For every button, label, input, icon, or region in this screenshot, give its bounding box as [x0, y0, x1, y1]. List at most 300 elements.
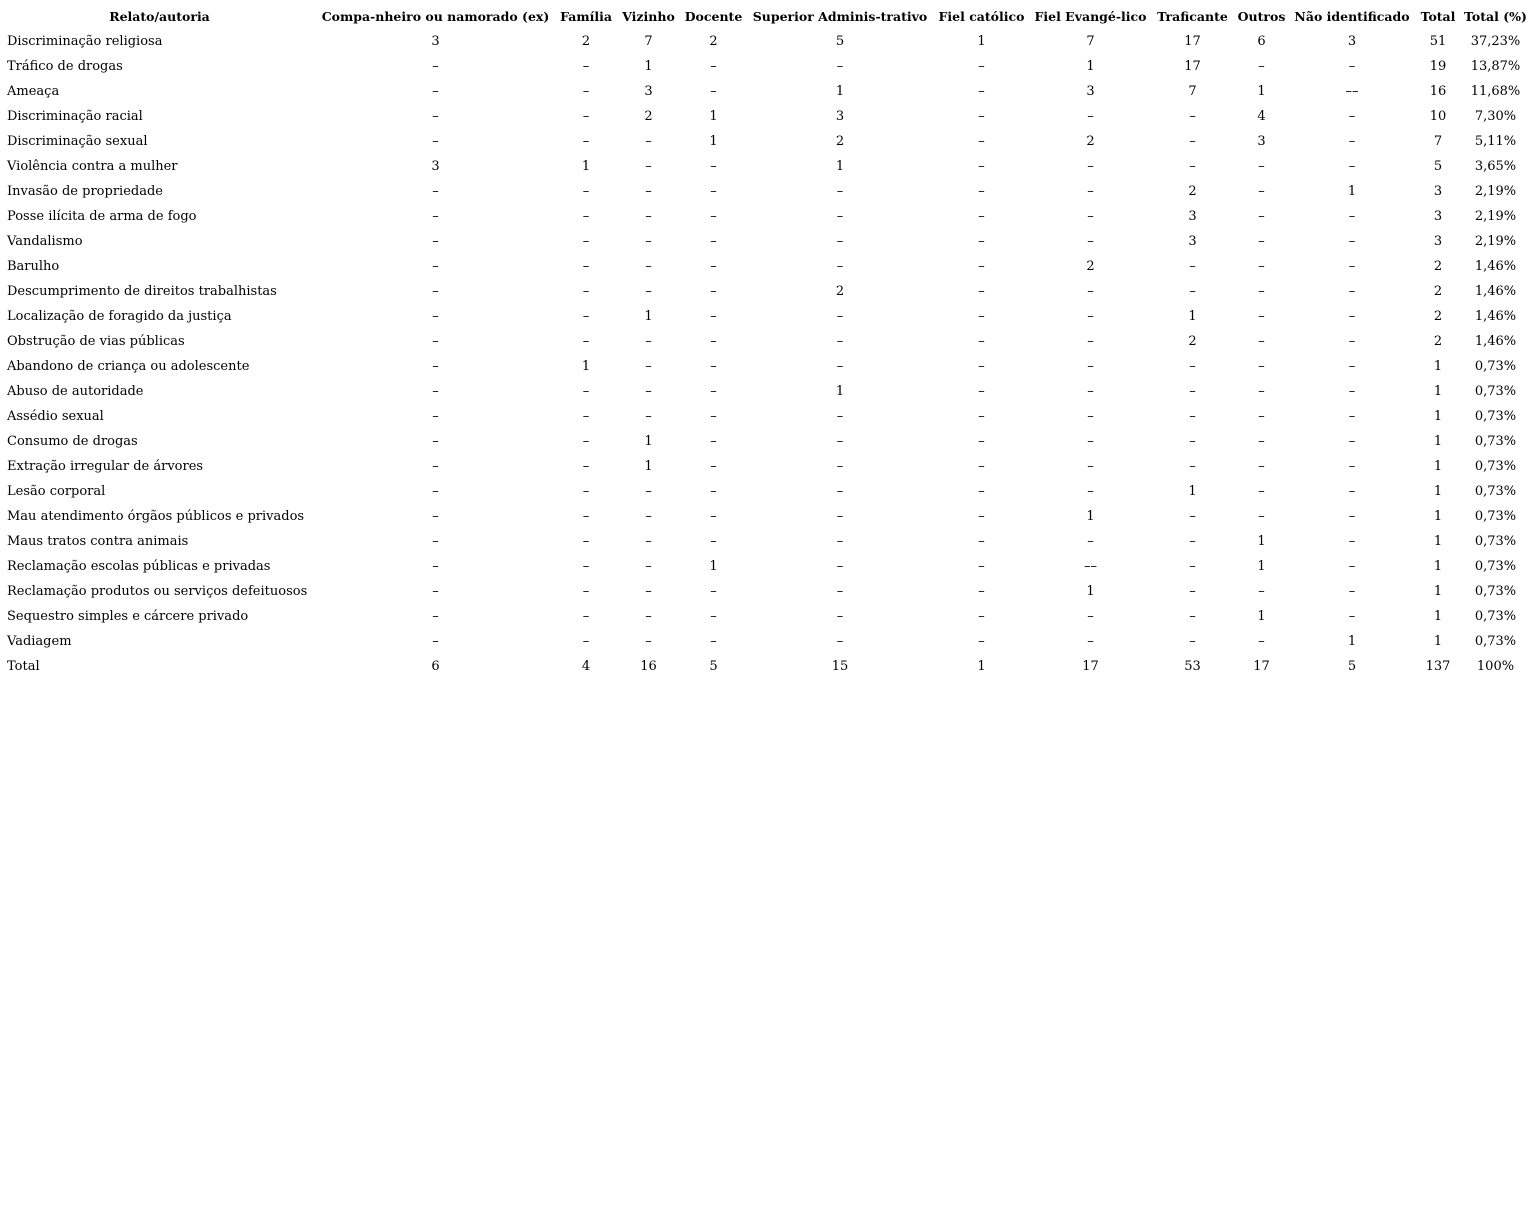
- table-cell: –: [1348, 434, 1356, 449]
- table-cell: 2,19%: [1474, 184, 1517, 199]
- table-row: [4, 254, 1529, 279]
- table-cell: –: [645, 209, 652, 224]
- table-cell: –: [1348, 409, 1356, 424]
- table-cell: 5,11%: [1474, 134, 1517, 149]
- table-cell: 0,73%: [1474, 459, 1517, 474]
- row-label: Abuso de autoridade: [7, 384, 144, 399]
- column-header: Total (%): [1464, 9, 1527, 24]
- row-label: Extração irregular de árvores: [7, 459, 204, 474]
- table-cell: –: [836, 359, 844, 374]
- table-cell: 4: [1257, 109, 1266, 124]
- table-cell: –: [1348, 534, 1356, 549]
- table-cell: –: [836, 534, 844, 549]
- table-cell: 53: [1184, 659, 1201, 674]
- row-label: Descumprimento de direitos trabalhistas: [7, 284, 277, 299]
- table-cell: –: [836, 609, 844, 624]
- table-cell: –: [645, 509, 652, 524]
- table-cell: –: [432, 459, 439, 474]
- table-cell: 1: [835, 384, 845, 399]
- table-cell: –: [978, 59, 985, 74]
- table-cell: –: [645, 609, 652, 624]
- table-cell: –: [645, 134, 652, 149]
- table-cell: 2: [1086, 259, 1095, 274]
- table-cell: –: [978, 484, 985, 499]
- row-label: Invasão de propriedade: [7, 184, 163, 199]
- table-row: [4, 104, 1529, 129]
- table-cell: –: [432, 309, 439, 324]
- table-cell: –: [1348, 159, 1356, 174]
- table-cell: 1: [1188, 309, 1197, 324]
- table-cell: –: [1189, 109, 1196, 124]
- table-cell: –: [1087, 159, 1094, 174]
- table-cell: –: [1348, 109, 1356, 124]
- table-cell: –: [710, 434, 717, 449]
- table-cell: –: [1189, 409, 1196, 424]
- row-label: Discriminação racial: [7, 109, 143, 124]
- table-row: [4, 329, 1529, 354]
- table-cell: 0,73%: [1474, 509, 1517, 524]
- table-cell: –: [1348, 484, 1356, 499]
- table-cell: –: [582, 259, 590, 274]
- table-cell: 1: [835, 159, 845, 174]
- table-body: [4, 29, 1529, 679]
- table-cell: –: [1348, 59, 1356, 74]
- table-cell: –: [1258, 384, 1265, 399]
- table-cell: –: [1189, 284, 1196, 299]
- table-cell: 3: [1188, 209, 1197, 224]
- table-cell: –: [1087, 609, 1094, 624]
- table-row: [4, 279, 1529, 304]
- table-cell: –: [836, 434, 844, 449]
- table-cell: –: [978, 459, 985, 474]
- table-cell: –: [1189, 134, 1196, 149]
- table-cell: 1: [644, 434, 653, 449]
- table-cell: –: [582, 484, 590, 499]
- table-cell: –: [432, 134, 439, 149]
- row-label: Violência contra a mulher: [7, 159, 178, 174]
- table-cell: 1: [1086, 59, 1095, 74]
- table-cell: –: [1348, 259, 1356, 274]
- table-cell: 1: [709, 559, 718, 574]
- table-cell: 1: [709, 134, 718, 149]
- table-row: [4, 54, 1529, 79]
- table-cell: –: [978, 334, 985, 349]
- table-cell: 5: [709, 659, 718, 674]
- table-cell: –: [645, 534, 652, 549]
- table-cell: 37,23%: [1470, 34, 1521, 49]
- table-cell: 17: [1082, 659, 1099, 674]
- table-cell: 1: [644, 459, 653, 474]
- table-cell: –: [1258, 509, 1265, 524]
- table-cell: –: [978, 309, 985, 324]
- table-cell: 11,68%: [1470, 84, 1521, 99]
- table-cell: –: [836, 509, 844, 524]
- table-cell: –: [645, 484, 652, 499]
- table-cell: 2: [1433, 259, 1443, 274]
- table-row: [4, 504, 1529, 529]
- table-cell: –: [710, 459, 717, 474]
- table-cell: 1: [1433, 634, 1443, 649]
- table-cell: –: [1348, 459, 1356, 474]
- table-row: [4, 529, 1529, 554]
- table-cell: –: [645, 284, 652, 299]
- table-cell: 2: [835, 134, 845, 149]
- table-cell: 1: [1188, 484, 1197, 499]
- table-cell: –: [978, 84, 985, 99]
- table-cell: 3: [1433, 234, 1443, 249]
- table-cell: ––: [1345, 84, 1359, 99]
- table-cell: 1: [835, 84, 845, 99]
- table-cell: –: [978, 534, 985, 549]
- table-cell: 0,73%: [1474, 534, 1517, 549]
- table-cell: –: [1087, 484, 1094, 499]
- table-cell: –: [432, 409, 439, 424]
- table-cell: –: [432, 434, 439, 449]
- table-cell: –: [836, 584, 844, 599]
- table-cell: 2: [709, 34, 718, 49]
- table-cell: –: [1348, 334, 1356, 349]
- table-cell: –: [978, 284, 985, 299]
- table-cell: –: [582, 134, 590, 149]
- table-cell: –: [710, 259, 717, 274]
- table-cell: 1: [644, 59, 653, 74]
- table-cell: –: [1189, 559, 1196, 574]
- row-label: Ameaça: [7, 84, 60, 99]
- table-cell: 7: [644, 34, 653, 49]
- table-cell: 2,19%: [1474, 209, 1517, 224]
- table-cell: 1: [1433, 559, 1443, 574]
- table-cell: –: [1087, 534, 1094, 549]
- table-cell: –: [1258, 184, 1265, 199]
- column-header: Vizinho: [622, 9, 675, 24]
- table-cell: –: [582, 534, 590, 549]
- table-cell: –: [1258, 584, 1265, 599]
- table-cell: –: [1348, 134, 1356, 149]
- table-cell: –: [582, 559, 590, 574]
- table-cell: –: [836, 484, 844, 499]
- row-label: Reclamação produtos ou serviços defeituosos: [7, 584, 308, 599]
- table-cell: –: [710, 209, 717, 224]
- table-cell: 2: [1188, 184, 1197, 199]
- table-cell: 1,46%: [1474, 309, 1517, 324]
- table-cell: 1: [1257, 559, 1266, 574]
- table-cell: –: [710, 584, 717, 599]
- table-row: [4, 204, 1529, 229]
- table-cell: 6: [431, 659, 440, 674]
- total-row: [4, 654, 1529, 679]
- table-cell: –: [432, 559, 439, 574]
- table-cell: 1: [1433, 534, 1443, 549]
- table-cell: 7: [1086, 34, 1095, 49]
- table-cell: –: [710, 84, 717, 99]
- table-row: [4, 379, 1529, 404]
- table-cell: –: [582, 459, 590, 474]
- table-cell: –: [836, 459, 844, 474]
- table-row: [4, 429, 1529, 454]
- table-cell: 1: [1433, 409, 1443, 424]
- table-cell: –: [710, 309, 717, 324]
- table-cell: 0,73%: [1474, 634, 1517, 649]
- table-cell: 1: [1433, 484, 1443, 499]
- table-cell: 0,73%: [1474, 484, 1517, 499]
- table-cell: 0,73%: [1474, 359, 1517, 374]
- row-label: Reclamação escolas públicas e privadas: [7, 559, 271, 574]
- table-cell: –: [1189, 609, 1196, 624]
- table-cell: –: [1087, 359, 1094, 374]
- table-cell: 7,30%: [1474, 109, 1517, 124]
- table-cell: –: [1258, 159, 1265, 174]
- table-cell: –: [1348, 509, 1356, 524]
- table-row: [4, 354, 1529, 379]
- table-cell: 1: [1347, 634, 1357, 649]
- table-cell: –: [1258, 259, 1265, 274]
- table-cell: 0,73%: [1474, 559, 1517, 574]
- table-cell: –: [432, 284, 439, 299]
- table-cell: –: [710, 334, 717, 349]
- table-cell: –: [432, 384, 439, 399]
- table-row: [4, 179, 1529, 204]
- row-label: Sequestro simples e cárcere privado: [7, 609, 249, 624]
- table-cell: –: [1087, 184, 1094, 199]
- table-cell: 51: [1429, 34, 1447, 49]
- table-cell: –: [432, 334, 439, 349]
- table-cell: 4: [581, 659, 591, 674]
- table-cell: 1: [1433, 459, 1443, 474]
- table-cell: 2: [581, 34, 591, 49]
- table-cell: –: [432, 584, 439, 599]
- table-row: [4, 454, 1529, 479]
- table-cell: –: [645, 334, 652, 349]
- row-label: Consumo de drogas: [7, 434, 138, 449]
- table-cell: –: [1258, 359, 1265, 374]
- header-row: [4, 4, 1529, 29]
- table-cell: –: [432, 234, 439, 249]
- table-cell: 1,46%: [1474, 284, 1517, 299]
- table-cell: –: [1258, 284, 1265, 299]
- table-cell: –: [1087, 234, 1094, 249]
- row-label: Barulho: [7, 259, 60, 274]
- table-cell: –: [432, 209, 439, 224]
- table-cell: –: [645, 359, 652, 374]
- table-cell: 2: [1433, 334, 1443, 349]
- table-cell: 15: [831, 659, 849, 674]
- table-cell: –: [836, 234, 844, 249]
- table-cell: –: [1189, 259, 1196, 274]
- table-cell: 17: [1184, 59, 1201, 74]
- table-cell: 16: [1429, 84, 1447, 99]
- table-cell: –: [836, 309, 844, 324]
- table-cell: –: [710, 59, 717, 74]
- column-header: Traficante: [1157, 9, 1228, 24]
- table-row: [4, 404, 1529, 429]
- table-cell: –: [582, 634, 590, 649]
- table-cell: 16: [640, 659, 657, 674]
- table-cell: –: [1087, 309, 1094, 324]
- table-cell: –: [1189, 434, 1196, 449]
- table-cell: –: [1348, 234, 1356, 249]
- table-cell: –: [1087, 209, 1094, 224]
- table-cell: –: [1087, 409, 1094, 424]
- table-cell: –: [1189, 509, 1196, 524]
- table-cell: –: [1258, 309, 1265, 324]
- table-cell: –: [432, 184, 439, 199]
- table-cell: –: [1258, 209, 1265, 224]
- table-cell: 17: [1184, 34, 1201, 49]
- column-header: Fiel católico: [938, 9, 1025, 24]
- table-cell: –: [432, 609, 439, 624]
- table-cell: –: [432, 359, 439, 374]
- table-cell: 137: [1425, 659, 1451, 674]
- table-cell: 2: [1433, 309, 1443, 324]
- table-cell: –: [978, 134, 985, 149]
- table-cell: –: [432, 509, 439, 524]
- table-cell: –: [1258, 234, 1265, 249]
- table-cell: –: [582, 184, 590, 199]
- table-cell: –: [1189, 359, 1196, 374]
- table-cell: 1: [1257, 609, 1266, 624]
- table-cell: –: [978, 159, 985, 174]
- table-cell: –: [1087, 284, 1094, 299]
- table-cell: –: [645, 384, 652, 399]
- table-cell: –: [1087, 634, 1094, 649]
- column-header: Total: [1420, 9, 1456, 24]
- row-label: Discriminação religiosa: [7, 34, 163, 49]
- table-cell: –: [582, 84, 590, 99]
- table-cell: 1,46%: [1474, 334, 1517, 349]
- table-cell: –: [645, 159, 652, 174]
- table-cell: –: [432, 259, 439, 274]
- table-cell: –: [432, 84, 439, 99]
- table-cell: 1: [709, 109, 718, 124]
- table-cell: –: [1258, 434, 1265, 449]
- table-cell: 2: [644, 109, 653, 124]
- table-cell: –: [1258, 59, 1265, 74]
- table-cell: 19: [1429, 59, 1447, 74]
- table-cell: –: [1348, 309, 1356, 324]
- table-cell: –: [432, 534, 439, 549]
- table-cell: 2: [1188, 334, 1197, 349]
- table-cell: –: [1189, 159, 1196, 174]
- table-cell: 0,73%: [1474, 384, 1517, 399]
- table-cell: –: [836, 259, 844, 274]
- table-cell: 1: [581, 359, 591, 374]
- table-cell: –: [978, 559, 985, 574]
- table-cell: 3: [1433, 209, 1443, 224]
- table-cell: 3: [1086, 84, 1095, 99]
- table-cell: –: [1348, 609, 1356, 624]
- table-cell: 1: [1347, 184, 1357, 199]
- table-cell: 3: [1433, 184, 1443, 199]
- table-cell: 1: [1257, 84, 1266, 99]
- table-cell: –: [645, 234, 652, 249]
- table-cell: –: [1258, 634, 1265, 649]
- table-cell: –: [710, 159, 717, 174]
- column-header: Compa-nheiro ou namorado (ex): [321, 9, 550, 24]
- table-cell: –: [710, 184, 717, 199]
- table-cell: –: [836, 559, 844, 574]
- table-cell: 3: [1188, 234, 1197, 249]
- table-cell: –: [978, 259, 985, 274]
- table-cell: –: [978, 109, 985, 124]
- row-label: Abandono de criança ou adolescente: [7, 359, 250, 374]
- table-row: [4, 29, 1529, 54]
- row-label: Posse ilícita de arma de fogo: [7, 209, 197, 224]
- table-cell: 3: [644, 84, 653, 99]
- table-cell: 1: [1433, 509, 1443, 524]
- table-cell: 7: [1188, 84, 1197, 99]
- table-cell: 1: [1433, 434, 1443, 449]
- row-label: Localização de foragido da justiça: [7, 309, 232, 324]
- column-header: Não identificado: [1294, 9, 1410, 24]
- table-row: [4, 79, 1529, 104]
- table-cell: –: [1189, 534, 1196, 549]
- table-cell: –: [710, 384, 717, 399]
- table-row: [4, 554, 1529, 579]
- table-cell: 7: [1433, 134, 1443, 149]
- table-cell: –: [710, 484, 717, 499]
- table-cell: –: [836, 59, 844, 74]
- table-cell: 2: [1433, 284, 1443, 299]
- table-cell: –: [1189, 384, 1196, 399]
- table-cell: –: [836, 184, 844, 199]
- table-cell: –: [978, 634, 985, 649]
- table-cell: –: [582, 209, 590, 224]
- table-cell: –: [582, 609, 590, 624]
- row-label: Tráfico de drogas: [7, 59, 123, 74]
- table-row: [4, 604, 1529, 629]
- table-cell: 3: [835, 109, 845, 124]
- table-cell: –: [978, 384, 985, 399]
- table-cell: –: [432, 109, 439, 124]
- table-cell: 3: [431, 34, 440, 49]
- table-cell: 2: [1086, 134, 1095, 149]
- table-cell: –: [1348, 559, 1356, 574]
- table-cell: 10: [1429, 109, 1447, 124]
- table-cell: –: [1348, 359, 1356, 374]
- table-cell: –: [836, 209, 844, 224]
- table-cell: –: [582, 309, 590, 324]
- table-cell: 1: [1257, 534, 1266, 549]
- table-row: [4, 304, 1529, 329]
- table-cell: 1: [644, 309, 653, 324]
- table-cell: –: [836, 409, 844, 424]
- row-label: Vadiagem: [7, 634, 72, 649]
- table-cell: –: [1087, 384, 1094, 399]
- table-cell: –: [1087, 109, 1094, 124]
- table-row: [4, 479, 1529, 504]
- table-cell: 2,19%: [1474, 234, 1517, 249]
- table-row: [4, 154, 1529, 179]
- row-label: Maus tratos contra animais: [7, 534, 189, 549]
- table-cell: –: [978, 584, 985, 599]
- row-label: Discriminação sexual: [7, 134, 148, 149]
- table-cell: –: [1087, 334, 1094, 349]
- table-cell: –: [978, 434, 985, 449]
- table-cell: –: [1189, 584, 1196, 599]
- table-cell: –: [1189, 634, 1196, 649]
- table-cell: –: [710, 284, 717, 299]
- column-header: Docente: [684, 9, 743, 24]
- table-cell: –: [645, 559, 652, 574]
- table-cell: –: [432, 484, 439, 499]
- table-cell: –: [710, 534, 717, 549]
- table-cell: 3: [1257, 134, 1266, 149]
- table-cell: –: [432, 634, 439, 649]
- table-cell: –: [582, 234, 590, 249]
- table-cell: –: [1258, 409, 1265, 424]
- table-cell: –: [645, 184, 652, 199]
- column-header: Outros: [1237, 9, 1286, 24]
